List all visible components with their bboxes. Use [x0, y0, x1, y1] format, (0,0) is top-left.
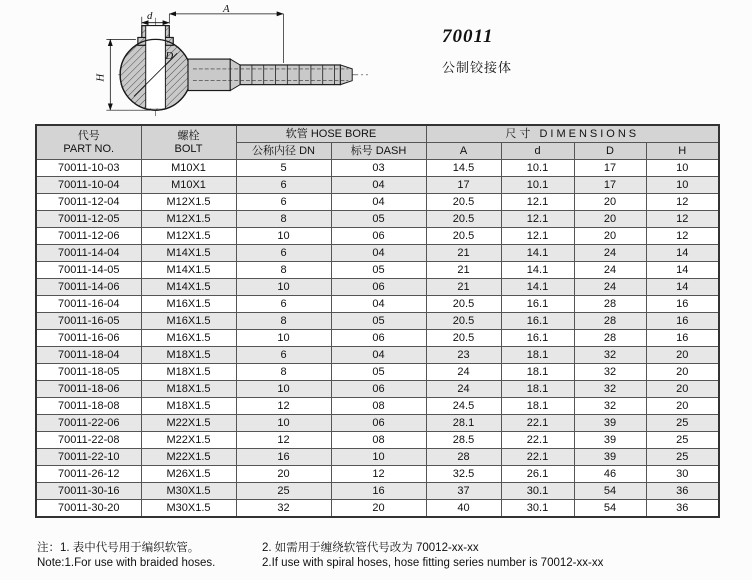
table-row: [36, 194, 719, 211]
note-cn-1: 注：1. 表中代号用于编织软管。: [37, 542, 200, 554]
dim-label-A: A: [223, 4, 230, 15]
dim-label-D: D: [165, 50, 174, 63]
table-cell: 10.1: [501, 177, 574, 194]
page-title: 70011: [442, 26, 494, 47]
table-cell: 10: [331, 449, 426, 466]
table-cell: 70011-14-04: [36, 245, 141, 262]
table-cell: 6: [236, 347, 331, 364]
table-row: [36, 347, 719, 364]
table-cell: 18.1: [501, 347, 574, 364]
table-cell: 16: [331, 483, 426, 500]
table-cell: M16X1.5: [141, 330, 236, 347]
table-cell: 04: [331, 296, 426, 313]
table-cell: 8: [236, 262, 331, 279]
table-cell: 70011-14-05: [36, 262, 141, 279]
table-row: [36, 466, 719, 483]
table-cell: M22X1.5: [141, 415, 236, 432]
table-cell: 12.1: [501, 194, 574, 211]
table-cell: 22.1: [501, 415, 574, 432]
table-cell: 12: [331, 466, 426, 483]
spec-table: [35, 124, 720, 518]
table-cell: 14.1: [501, 279, 574, 296]
table-cell: 06: [331, 381, 426, 398]
table-cell: 18.1: [501, 398, 574, 415]
table-cell: 16.1: [501, 296, 574, 313]
table-cell: 32.5: [426, 466, 501, 483]
table-cell: 12: [646, 211, 719, 228]
table-cell: 24: [426, 364, 501, 381]
table-cell: 36: [646, 483, 719, 500]
table-cell: 12.1: [501, 211, 574, 228]
table-cell: 39: [574, 415, 646, 432]
table-cell: 10: [646, 160, 719, 177]
table-cell: 22.1: [501, 432, 574, 449]
table-cell: 17: [574, 177, 646, 194]
table-cell: 70011-18-05: [36, 364, 141, 381]
header-part-no-cn: 代号: [77, 129, 100, 142]
table-cell: 18.1: [501, 381, 574, 398]
table-cell: M10X1: [141, 177, 236, 194]
table-row: [36, 500, 719, 518]
table-cell: 25: [646, 432, 719, 449]
table-cell: M14X1.5: [141, 279, 236, 296]
table-cell: 05: [331, 211, 426, 228]
table-row: [36, 228, 719, 245]
table-cell: 70011-30-16: [36, 483, 141, 500]
table-row: [36, 415, 719, 432]
table-row: [36, 279, 719, 296]
table-cell: 24: [574, 245, 646, 262]
table-row: [36, 262, 719, 279]
table-cell: 70011-22-10: [36, 449, 141, 466]
table-cell: 6: [236, 245, 331, 262]
table-cell: 20: [574, 211, 646, 228]
table-row: [36, 432, 719, 449]
table-cell: 28.5: [426, 432, 501, 449]
table-cell: 39: [574, 449, 646, 466]
table-cell: 14.5: [426, 160, 501, 177]
banjo-ring: [120, 26, 191, 111]
table-row: [36, 211, 719, 228]
table-row: [36, 449, 719, 466]
table-cell: 24: [426, 381, 501, 398]
table-row: [36, 296, 719, 313]
table-cell: 32: [574, 381, 646, 398]
table-cell: M22X1.5: [141, 432, 236, 449]
header-dimensions: 尺寸 DIMENSIONS: [426, 125, 719, 143]
table-cell: 16: [646, 296, 719, 313]
table-cell: 14.1: [501, 262, 574, 279]
table-cell: 70011-22-06: [36, 415, 141, 432]
table-cell: 70011-18-04: [36, 347, 141, 364]
table-cell: 8: [236, 313, 331, 330]
table-row: [36, 381, 719, 398]
table-row: [36, 245, 719, 262]
dim-label-H: H: [94, 73, 107, 82]
table-cell: 08: [331, 398, 426, 415]
table-row: [36, 330, 719, 347]
table-cell: 20.5: [426, 228, 501, 245]
table-cell: M14X1.5: [141, 245, 236, 262]
table-cell: 20.5: [426, 194, 501, 211]
table-cell: 04: [331, 177, 426, 194]
table-cell: 70011-18-08: [36, 398, 141, 415]
table-cell: 20: [574, 228, 646, 245]
table-cell: 14.1: [501, 245, 574, 262]
header-hose-bore: 软管 HOSE BORE: [236, 125, 426, 143]
table-cell: 70011-10-04: [36, 177, 141, 194]
table-cell: 54: [574, 500, 646, 518]
table-cell: 06: [331, 415, 426, 432]
table-cell: 24: [574, 262, 646, 279]
table-cell: 04: [331, 347, 426, 364]
table-cell: M12X1.5: [141, 228, 236, 245]
table-cell: M18X1.5: [141, 381, 236, 398]
table-header: [36, 125, 719, 160]
header-col-A: A: [426, 143, 501, 160]
table-cell: 20: [646, 364, 719, 381]
table-cell: 25: [236, 483, 331, 500]
table-cell: 20: [236, 466, 331, 483]
table-cell: 10: [646, 177, 719, 194]
table-cell: 14: [646, 262, 719, 279]
table-cell: 14: [646, 279, 719, 296]
table-cell: 10: [236, 330, 331, 347]
table-cell: 28: [574, 330, 646, 347]
table-cell: 20: [646, 381, 719, 398]
note-en-1: Note:1.For use with braided hoses.: [37, 557, 216, 569]
table-cell: 70011-12-04: [36, 194, 141, 211]
table-cell: 70011-10-03: [36, 160, 141, 177]
table-cell: 30: [646, 466, 719, 483]
table-cell: 06: [331, 228, 426, 245]
table-cell: M16X1.5: [141, 296, 236, 313]
table-cell: 10.1: [501, 160, 574, 177]
table-cell: 20.5: [426, 313, 501, 330]
table-cell: 36: [646, 500, 719, 518]
table-cell: 40: [426, 500, 501, 518]
table-cell: 10: [236, 228, 331, 245]
header-col-d: d: [501, 143, 574, 160]
table-cell: M12X1.5: [141, 211, 236, 228]
table-cell: 70011-12-05: [36, 211, 141, 228]
table-row: [36, 483, 719, 500]
table-cell: M12X1.5: [141, 194, 236, 211]
table-row: [36, 160, 719, 177]
table-cell: 12: [236, 432, 331, 449]
table-row: [36, 313, 719, 330]
footnotes: [37, 541, 727, 571]
title-block: [442, 26, 512, 76]
table-cell: 20: [646, 398, 719, 415]
table-cell: 70011-14-06: [36, 279, 141, 296]
table-cell: 70011-18-06: [36, 381, 141, 398]
note-en-2: 2.If use with spiral hoses, hose fitting series number is 70012-xx-xx: [262, 557, 604, 569]
table-cell: 20: [574, 194, 646, 211]
table-cell: 28: [574, 313, 646, 330]
table-cell: M14X1.5: [141, 262, 236, 279]
table-cell: 12.1: [501, 228, 574, 245]
table-cell: 12: [236, 398, 331, 415]
table-cell: 70011-30-20: [36, 500, 141, 518]
table-cell: M10X1: [141, 160, 236, 177]
table-cell: M18X1.5: [141, 364, 236, 381]
table-row: [36, 398, 719, 415]
table-cell: 21: [426, 279, 501, 296]
table-cell: 30.1: [501, 483, 574, 500]
table-cell: M26X1.5: [141, 466, 236, 483]
technical-drawing: [92, 4, 402, 122]
table-cell: 20.5: [426, 330, 501, 347]
table-cell: 16.1: [501, 313, 574, 330]
table-cell: 24: [574, 279, 646, 296]
table-cell: 10: [236, 415, 331, 432]
table-cell: 54: [574, 483, 646, 500]
table-cell: 12: [646, 194, 719, 211]
table-cell: 14: [646, 245, 719, 262]
table-cell: 28: [574, 296, 646, 313]
table-cell: 04: [331, 245, 426, 262]
table-cell: 21: [426, 262, 501, 279]
page-subtitle: 公制铰接体: [442, 60, 513, 75]
table-cell: 20: [331, 500, 426, 518]
table-cell: 06: [331, 279, 426, 296]
header-dn: 公称内径 DN: [236, 143, 331, 160]
table-cell: 28.1: [426, 415, 501, 432]
table-cell: 16.1: [501, 330, 574, 347]
dimension-d: [142, 10, 170, 25]
header-bolt-cn: 螺栓: [177, 129, 200, 142]
table-cell: M18X1.5: [141, 398, 236, 415]
table-cell: 6: [236, 194, 331, 211]
header-part-no-en: PART NO.: [63, 142, 115, 155]
table-cell: 16: [646, 330, 719, 347]
table-cell: M30X1.5: [141, 483, 236, 500]
table-body: [36, 160, 719, 518]
table-cell: 20: [646, 347, 719, 364]
table-cell: 10: [236, 381, 331, 398]
note-cn-2: 2. 如需用于缠绕软管代号改为 70012-xx-xx: [262, 542, 479, 554]
header-col-H: H: [646, 143, 719, 160]
table-cell: M18X1.5: [141, 347, 236, 364]
table-cell: 08: [331, 432, 426, 449]
table-cell: 70011-22-08: [36, 432, 141, 449]
header-col-D: D: [574, 143, 646, 160]
table-cell: 20.5: [426, 211, 501, 228]
table-cell: 32: [236, 500, 331, 518]
table-cell: 8: [236, 211, 331, 228]
table-cell: 17: [574, 160, 646, 177]
table-cell: 12: [646, 228, 719, 245]
table-cell: 39: [574, 432, 646, 449]
hose-tail: [188, 59, 352, 90]
table-cell: 24.5: [426, 398, 501, 415]
table-cell: 25: [646, 449, 719, 466]
table-cell: 32: [574, 347, 646, 364]
table-cell: 06: [331, 330, 426, 347]
table-cell: 05: [331, 364, 426, 381]
dim-label-d: d: [146, 9, 153, 22]
table-cell: 70011-16-05: [36, 313, 141, 330]
table-cell: 18.1: [501, 364, 574, 381]
table-cell: M22X1.5: [141, 449, 236, 466]
table-cell: 70011-16-06: [36, 330, 141, 347]
table-cell: 16: [236, 449, 331, 466]
table-cell: 30.1: [501, 500, 574, 518]
table-cell: 70011-26-12: [36, 466, 141, 483]
table-cell: 6: [236, 177, 331, 194]
header-dash: 标号 DASH: [331, 143, 426, 160]
table-cell: 37: [426, 483, 501, 500]
header-bolt-en: BOLT: [174, 142, 203, 155]
table-cell: 25: [646, 415, 719, 432]
table-cell: 32: [574, 364, 646, 381]
table-cell: 16: [646, 313, 719, 330]
table-cell: 5: [236, 160, 331, 177]
table-cell: 6: [236, 296, 331, 313]
table-cell: 70011-12-06: [36, 228, 141, 245]
header-bolt: [141, 125, 236, 160]
table-cell: 8: [236, 364, 331, 381]
table-cell: 21: [426, 245, 501, 262]
table-row: [36, 364, 719, 381]
table-cell: 32: [574, 398, 646, 415]
header-part-no: [36, 125, 141, 160]
table-cell: 05: [331, 262, 426, 279]
table-cell: 23: [426, 347, 501, 364]
table-cell: M16X1.5: [141, 313, 236, 330]
table-cell: 26.1: [501, 466, 574, 483]
table-cell: 70011-16-04: [36, 296, 141, 313]
table-cell: 20.5: [426, 296, 501, 313]
table-row: [36, 177, 719, 194]
table-cell: 10: [236, 279, 331, 296]
table-cell: 46: [574, 466, 646, 483]
table-cell: 03: [331, 160, 426, 177]
table-cell: M30X1.5: [141, 500, 236, 518]
table-cell: 17: [426, 177, 501, 194]
table-cell: 05: [331, 313, 426, 330]
table-cell: 28: [426, 449, 501, 466]
table-cell: 22.1: [501, 449, 574, 466]
table-cell: 04: [331, 194, 426, 211]
dimension-A: [169, 4, 283, 63]
spec-table-wrap: [35, 124, 718, 518]
